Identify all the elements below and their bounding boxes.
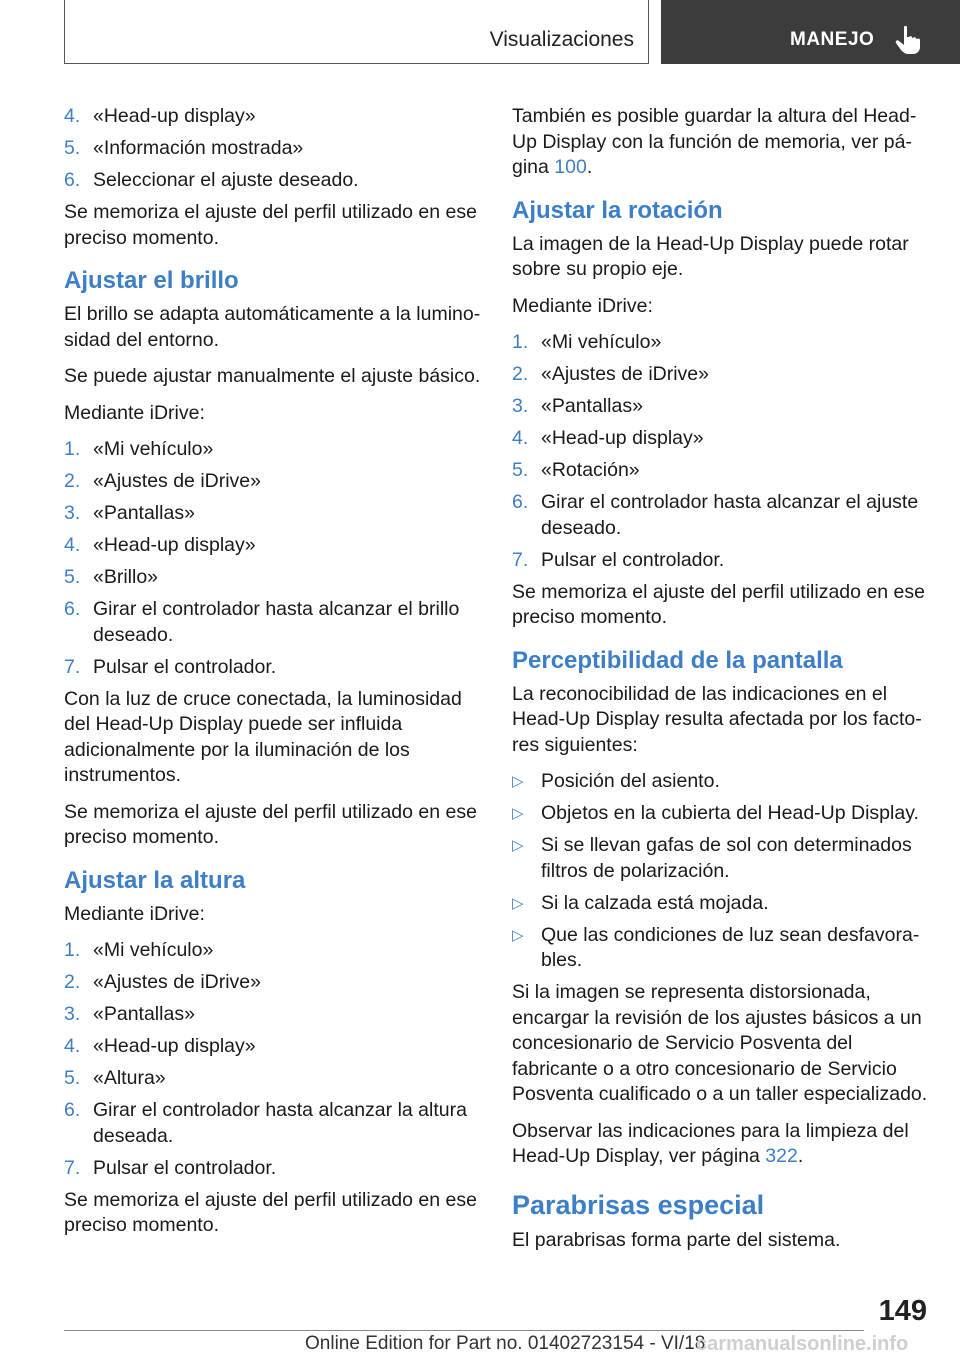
list-item: 5. «Información mostrada»: [64, 137, 304, 159]
paragraph-limpieza: Observar las indicaciones para la limpieza del Head-Up Display, ver página 322.: [512, 1119, 909, 1167]
steps-list-rotacion: [512, 330, 930, 573]
list-item: 1. «Mi vehículo»: [512, 331, 662, 353]
factors-list: [512, 769, 930, 974]
paragraph: El brillo se adapta automáticamente a la luminosidad del entorno.: [64, 303, 481, 351]
list-item: 4. «Head-up display»: [512, 427, 704, 449]
left-column: [64, 104, 484, 1250]
paragraph: Se memoriza el ajuste del perfil utilizado en ese preciso momento.: [512, 580, 925, 628]
list-item: 6. Girar el controlador hasta alcanzar la altura deseada.: [64, 1099, 467, 1147]
page-link-322[interactable]: 322: [765, 1145, 798, 1167]
heading-perceptibilidad: Perceptibilidad de la pantalla: [512, 646, 843, 674]
list-item: 7. Pulsar el controlador.: [512, 548, 725, 571]
steps-list-altura: [64, 938, 484, 1181]
paragraph: Se puede ajustar manualmente el ajuste básico.: [64, 365, 481, 387]
paragraph: Mediante iDrive:: [64, 401, 205, 424]
list-item: ▷ Si la calzada está mojada.: [512, 891, 930, 917]
list-item: 5. «Brillo»: [64, 566, 159, 588]
list-item: 6. Seleccionar el ajuste deseado.: [64, 169, 359, 191]
list-item: 2. «Ajustes de iDrive»: [512, 363, 709, 385]
triangle-bullet-icon: ▷: [512, 805, 524, 822]
page-number: 149: [878, 1295, 927, 1327]
list-item: 5. «Rotación»: [512, 459, 640, 481]
list-item: ▷ Posición del asiento.: [512, 769, 930, 795]
paragraph: Con la luz de cruce conectada, la luminosidad del Head-Up Display puede ser influida adicionalmente por la iluminación de los instrumentos.: [64, 687, 462, 786]
list-item: 3. «Pantallas»: [64, 502, 195, 524]
steps-list-top: [64, 104, 484, 194]
list-item: 4. «Head-up display»: [64, 105, 256, 127]
paragraph: Se memoriza el ajuste del perfil utilizado en ese preciso momento.: [64, 800, 477, 848]
header-section-title: Visualizaciones: [489, 28, 634, 51]
watermark: carmanualsonline.info: [696, 1333, 909, 1355]
paragraph: Si la imagen se representa distorsionada, encargar la revisión de los ajustes básicos a un concesionario de Servicio Posventa del fabricante o a otro concesionario de Servicio Posventa cualificado o a un taller especializado.: [512, 981, 928, 1105]
list-item: ▷ Que las condiciones de luz sean desfavorables.: [512, 923, 920, 971]
paragraph: Mediante iDrive:: [64, 902, 205, 925]
heading-ajustar-brillo: Ajustar el brillo: [64, 267, 239, 294]
paragraph: El parabrisas forma parte del sistema.: [512, 1228, 841, 1251]
heading-ajustar-rotacion: Ajustar la rotación: [512, 196, 723, 224]
list-item: 7. Pulsar el controlador.: [64, 655, 277, 678]
paragraph-memoria: También es posible guardar la altura del Head-Up Display con la función de memoria, ver página 100.: [512, 105, 917, 178]
header-chapter-title: MANEJO: [790, 29, 875, 50]
list-item: 1. «Mi vehículo»: [64, 438, 214, 460]
triangle-bullet-icon: ▷: [512, 837, 524, 854]
paragraph: La imagen de la Head-Up Display puede rotar sobre su propio eje.: [512, 232, 909, 280]
paragraph: Se memoriza el ajuste del perfil utilizado en ese preciso momento.: [64, 1188, 477, 1236]
triangle-bullet-icon: ▷: [512, 773, 524, 790]
list-item: ▷ Objetos en la cubierta del Head-Up Display.: [512, 801, 930, 827]
list-item: 6. Girar el controlador hasta alcanzar el brillo deseado.: [64, 598, 460, 646]
header-chapter-box: [661, 0, 960, 64]
paragraph: Se memoriza el ajuste del perfil utilizado en ese preciso momento.: [64, 201, 477, 249]
footer-divider: [64, 1330, 864, 1331]
list-item: 4. «Head-up display»: [64, 534, 256, 556]
list-item: ▷ Si se llevan gafas de sol con determinados filtros de polarización.: [512, 834, 912, 882]
triangle-bullet-icon: ▷: [512, 894, 524, 912]
list-item: 7. Pulsar el controlador.: [64, 1156, 277, 1179]
list-item: 2. «Ajustes de iDrive»: [64, 470, 261, 492]
paragraph: Mediante iDrive:: [512, 294, 653, 317]
page-link-100[interactable]: 100: [554, 156, 587, 178]
list-item: 5. «Altura»: [64, 1067, 166, 1089]
list-item: 3. «Pantallas»: [64, 1003, 195, 1025]
hand-pointer-icon: [895, 25, 921, 55]
footer-edition: Online Edition for Part no. 01402723154 - VI/18: [305, 1333, 706, 1354]
triangle-bullet-icon: ▷: [512, 926, 524, 944]
list-item: 1. «Mi vehículo»: [64, 939, 214, 961]
steps-list-brillo: [64, 437, 484, 680]
heading-parabrisas: Parabrisas especial: [512, 1189, 765, 1220]
header-section-box: [64, 0, 649, 64]
list-item: 4. «Head-up display»: [64, 1035, 256, 1057]
list-item: 2. «Ajustes de iDrive»: [64, 971, 261, 993]
list-item: 6. Girar el controlador hasta alcanzar el ajuste deseado.: [512, 491, 919, 539]
paragraph: La reconocibilidad de las indicaciones en el Head-Up Display resulta afectada por los factores siguientes:: [512, 682, 922, 756]
right-column: [512, 104, 930, 1264]
heading-ajustar-altura: Ajustar la altura: [64, 866, 246, 894]
list-item: 3. «Pantallas»: [512, 395, 643, 417]
